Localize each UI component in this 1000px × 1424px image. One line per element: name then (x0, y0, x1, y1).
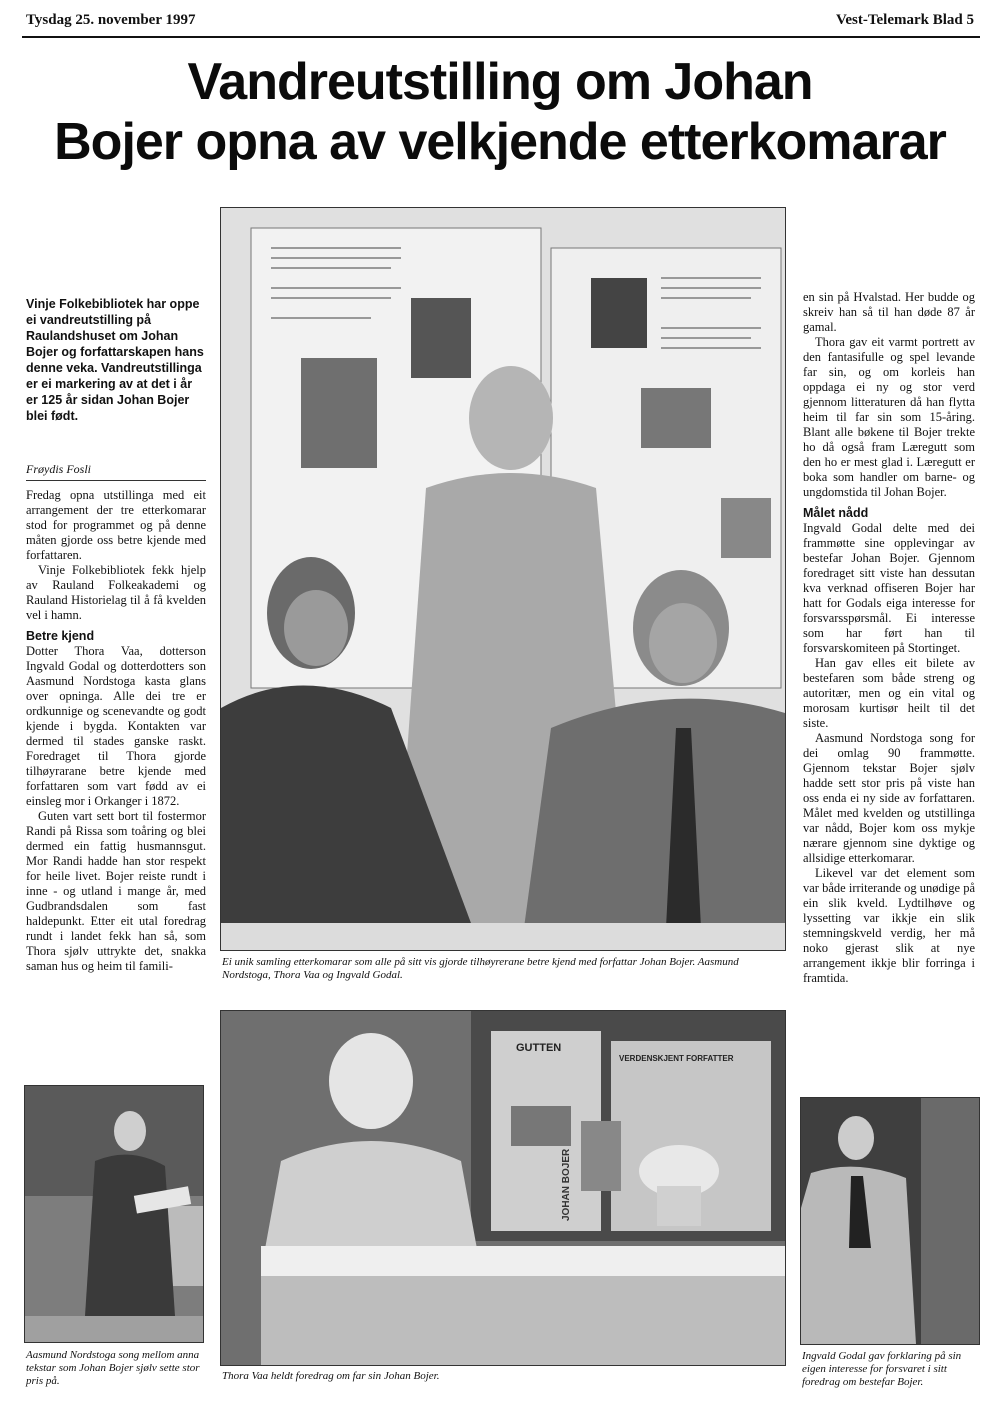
byline: Frøydis Fosli (26, 462, 206, 481)
paragraph: Thora gav eit varmt portrett av den fantasifulle og spel levande far sin, og om korleis han oppdaga ei ny og stor verd gjennom litteraturen då han flytta heim til far sin som 15-åring. Blant alle bøkene til Bojer trekte ho då også fram Læregutt som den ho er mest glad i. Læregutt er boka som handler om barne- og ungdomstida til Johan Bojer. (803, 335, 975, 499)
article-column-right (803, 290, 975, 986)
photo-thora-image (221, 1011, 785, 1365)
main-photo (220, 207, 786, 951)
photo-thora-caption: Thora Vaa heldt foredrag om far sin Johan Bojer. (222, 1370, 440, 1382)
main-photo-caption: Ei unik samling etterkomarar som alle på sitt vis gjorde tilhøyrerane betre kjend med forfattar Johan Bojer. Aasmund Nordstoga, Thora Vaa og Ingvald Godal. (222, 956, 739, 981)
paragraph: Ingvald Godal delte med dei frammøtte sine opplevingar av bestefar Johan Bojer. Gjennom foredraget sitt viste han dessutan kva verknad offiseren Bojer har hatt for Godals eiga interesse for forsvarsspørsmål. Ei interesse som har ført han til forsvarskomiteen på Stortinget. (803, 521, 975, 655)
photo-ingvald-image (801, 1098, 979, 1344)
photo-ingvald (800, 1097, 980, 1345)
exhibit-poster-vertical: JOHAN BOJER (561, 1148, 572, 1221)
exhibit-poster-subtitle: VERDENSKJENT FORFATTER (619, 1054, 734, 1063)
photo-ingvald-caption: Ingvald Godal gav forklaring på sin eigen interesse for forsvaret i sitt foredrag om bestefar Bojer. (802, 1350, 962, 1388)
subheading: Betre kjend (26, 629, 95, 643)
page-label: Vest-Telemark Blad 5 (835, 12, 974, 28)
paragraph: Fredag opna utstillinga med eit arrangement der tre etterkomarar stod for programmet og på denne måten gjorde oss betre kjende med forfattaren. (26, 488, 206, 562)
photo-aasmund-caption: Aasmund Nordstoga song mellom anna tekstar som Johan Bojer sjølv sette stor pris på. (26, 1349, 200, 1387)
paragraph: Aasmund Nordstoga song for dei omlag 90 frammøtte. Gjennom tekstar Bojer sjølv hadde sett stor pris på viste han oss enda ei ny side av forfattaren. Målet med kvelden og utstillinga var nådd, Bojer kom oss mykje nærare gjennom sine dyktige og allsidige etterkomarar. (803, 731, 975, 865)
paragraph: Dotter Thora Vaa, dotterson Ingvald Godal og dotterdotters son Aasmund Nordstoga kasta glans over opninga. Alle dei tre er ordkunnige og scenevandte og godt kjende i bygda. Kontakten var dermed til stades ganske raskt. Foredraget til Thora gjorde tilhøyrarane betre kjende med forfattaren som vart fødd av ei einsleg mor i Orkanger i 1872. (26, 644, 206, 808)
headline (30, 52, 970, 172)
main-photo-image (221, 208, 785, 950)
paragraph: en sin på Hvalstad. Her budde og skreiv han så til han døde 87 år gamal. (803, 290, 975, 334)
exhibit-poster-title: GUTTEN (516, 1042, 562, 1054)
article-column-left (26, 488, 206, 974)
paragraph: Guten vart sett bort til fostermor Randi på Rissa som toåring og blei dermed ein fattig husmannsgut. Mor Randi hadde han stor respekt for heile livet. Bojer reiste rundt i inne - og utland i mange år, med Gudbrandsdalen som fast haldepunkt. Etter eit utal foredrag rundt i landet fekk han så, som Thora sjølv uttrykte det, snakka saman hus og heim til famili- (26, 809, 206, 973)
article-lead: Vinje Folkebibliotek har oppe ei vandreutstilling på Raulandshuset om Johan Bojer og forfattarskapen hans denne veka. Vandreutstillinga er ei markering av at det i år er 125 år sidan Johan Bojer blei født. (26, 297, 204, 423)
header-rule (22, 36, 980, 38)
photo-thora (220, 1010, 786, 1366)
headline-line-2: Bojer opna av velkjende etterkomarar (54, 113, 946, 171)
paragraph: Vinje Folkebibliotek fekk hjelp av Rauland Folkeakademi og Rauland Historielag til å få kvelden vel i hamn. (26, 563, 206, 622)
headline-line-1: Vandreutstilling om Johan (187, 53, 813, 111)
photo-aasmund-image (25, 1086, 203, 1342)
paragraph: Han gav elles eit bilete av bestefaren som både streng og autoritær, men og ein vital og morosam kurtisør heilt til det siste. (803, 656, 975, 730)
photo-aasmund (24, 1085, 204, 1343)
paragraph: Likevel var det element som var både irriterande og unødige på ein slik kveld. Lydtilhøve og lyssetting var ikkje ein slik stemningskveld verdig, her må noko gjerast slik at nye arrangement ikkje blir forringa i framtida. (803, 866, 975, 985)
issue-date: Tysdag 25. november 1997 (26, 12, 196, 28)
subheading: Målet nådd (803, 506, 869, 520)
